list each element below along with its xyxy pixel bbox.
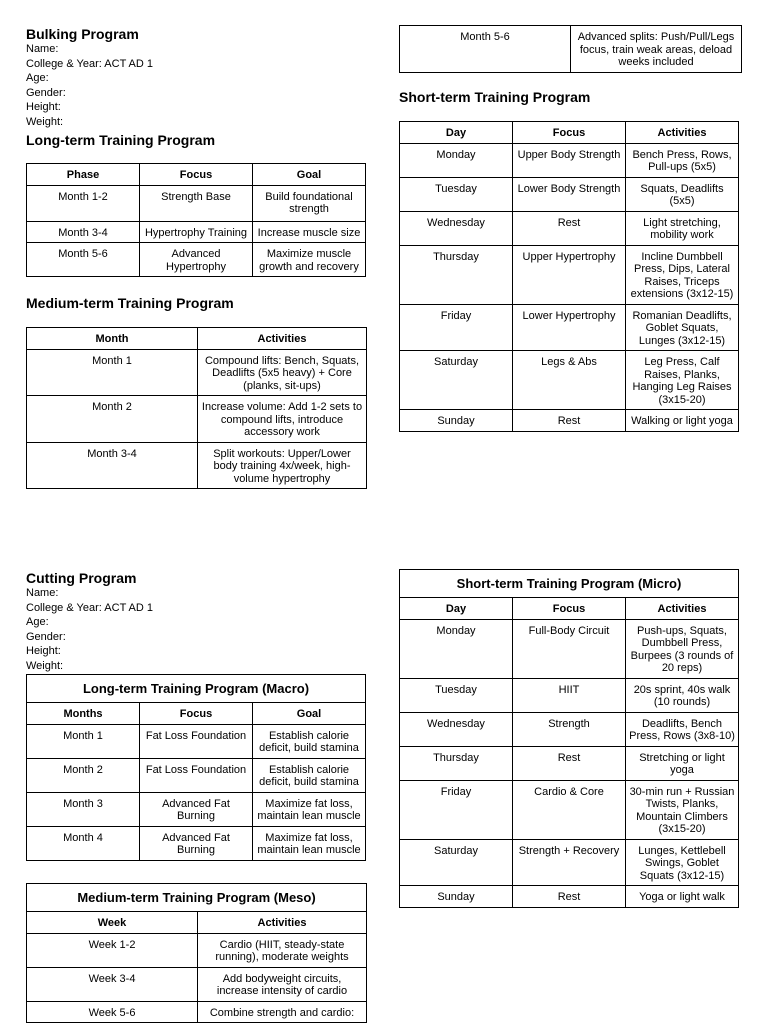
focus-cell: Strength Base xyxy=(140,185,253,221)
focus-cell: Cardio & Core xyxy=(513,780,626,839)
table-row xyxy=(27,221,366,243)
focus-cell: HIIT xyxy=(513,678,626,712)
macro-caption: Long-term Training Program (Macro) xyxy=(26,674,366,702)
micro-caption: Short-term Training Program (Micro) xyxy=(399,569,739,597)
table-row xyxy=(27,1001,367,1023)
phase-cell: Month 1-2 xyxy=(27,185,140,221)
long-term-table xyxy=(26,163,366,277)
activities-cell: Yoga or light walk xyxy=(626,886,739,908)
header-cell: Focus xyxy=(140,164,253,186)
activities-cell: Cardio (HIIT, steady-state running), moderate weights xyxy=(198,933,367,967)
header-cell: Month xyxy=(27,328,198,350)
activities-cell: Add bodyweight circuits, increase intensity of cardio xyxy=(198,967,367,1001)
goal-cell: Increase muscle size xyxy=(253,221,366,243)
table-row xyxy=(27,396,367,443)
activities-cell: Push-ups, Squats, Dumbbell Press, Burpees (3 rounds of 20 reps) xyxy=(626,619,739,678)
focus-cell: Rest xyxy=(513,211,626,245)
focus-cell: Fat Loss Foundation xyxy=(140,758,253,792)
focus-cell: Lower Body Strength xyxy=(513,177,626,211)
focus-cell: Upper Hypertrophy xyxy=(513,245,626,304)
activities-cell: Advanced splits: Push/Pull/Legs focus, train weak areas, deload weeks included xyxy=(571,26,742,73)
medium-term-heading: Medium-term Training Program xyxy=(26,295,234,311)
table-header-row xyxy=(400,122,739,144)
focus-cell: Lower Hypertrophy xyxy=(513,304,626,351)
info-weight: Weight: xyxy=(26,659,64,672)
goal-cell: Maximize muscle growth and recovery xyxy=(253,243,366,277)
table-row xyxy=(27,442,367,489)
table-row xyxy=(400,410,739,432)
short-term-table xyxy=(399,121,739,432)
focus-cell: Legs & Abs xyxy=(513,351,626,410)
day-cell: Saturday xyxy=(400,839,513,886)
micro-table xyxy=(399,569,739,908)
activities-cell: Walking or light yoga xyxy=(626,410,739,432)
activities-cell: Romanian Deadlifts, Goblet Squats, Lunges (3x12-15) xyxy=(626,304,739,351)
header-cell: Activities xyxy=(626,598,739,620)
table-row xyxy=(27,792,366,826)
header-cell: Activities xyxy=(626,122,739,144)
info-age: Age: xyxy=(26,72,49,84)
short-term-heading: Short-term Training Program xyxy=(399,89,591,105)
header-cell: Focus xyxy=(513,122,626,144)
info-weight: Weight: xyxy=(26,115,64,128)
focus-cell: Hypertrophy Training xyxy=(140,221,253,243)
focus-cell: Strength xyxy=(513,712,626,746)
table-row xyxy=(27,349,367,396)
info-name: Name: xyxy=(26,43,59,55)
phase-cell: Month 3-4 xyxy=(27,221,140,243)
focus-cell: Fat Loss Foundation xyxy=(140,724,253,758)
activities-cell: Lunges, Kettlebell Swings, Goblet Squats (3x12-15) xyxy=(626,839,739,886)
table-row xyxy=(400,351,739,410)
goal-cell: Establish calorie deficit, build stamina xyxy=(253,758,366,792)
header-cell: Focus xyxy=(513,598,626,620)
focus-cell: Rest xyxy=(513,746,626,780)
phase-cell: Month 5-6 xyxy=(27,243,140,277)
day-cell: Sunday xyxy=(400,886,513,908)
activities-cell: Squats, Deadlifts (5x5) xyxy=(626,177,739,211)
bulking-info xyxy=(26,42,153,129)
day-cell: Saturday xyxy=(400,351,513,410)
day-cell: Wednesday xyxy=(400,712,513,746)
day-cell: Friday xyxy=(400,780,513,839)
table-row xyxy=(400,304,739,351)
table-row xyxy=(27,933,367,967)
focus-cell: Full-Body Circuit xyxy=(513,619,626,678)
activities-cell: Compound lifts: Bench, Squats, Deadlifts (5x5 heavy) + Core (planks, sit-ups) xyxy=(198,349,367,396)
header-cell: Goal xyxy=(253,703,366,725)
day-cell: Thursday xyxy=(400,245,513,304)
info-college-year: College & Year: ACT AD 1 xyxy=(26,57,153,70)
table-header-row xyxy=(27,164,366,186)
header-cell: Activities xyxy=(198,912,367,934)
day-cell: Tuesday xyxy=(400,177,513,211)
activities-cell: Stretching or light yoga xyxy=(626,746,739,780)
table-row xyxy=(400,143,739,177)
focus-cell: Advanced Fat Burning xyxy=(140,826,253,860)
info-college-year: College & Year: ACT AD 1 xyxy=(26,601,153,614)
medium-term-table-continued xyxy=(399,25,742,73)
meso-table xyxy=(26,883,367,1023)
bulking-title: Bulking Program xyxy=(26,26,139,42)
header-cell: Months xyxy=(27,703,140,725)
table-row xyxy=(400,780,739,839)
table-row xyxy=(400,678,739,712)
week-cell: Week 3-4 xyxy=(27,967,198,1001)
month-cell: Month 2 xyxy=(27,758,140,792)
table-row xyxy=(400,211,739,245)
cutting-title: Cutting Program xyxy=(26,570,137,586)
header-cell: Week xyxy=(27,912,198,934)
day-cell: Thursday xyxy=(400,746,513,780)
long-term-heading: Long-term Training Program xyxy=(26,132,216,148)
table-row xyxy=(400,26,742,73)
macro-table xyxy=(26,674,366,861)
table-row xyxy=(27,185,366,221)
month-cell: Month 2 xyxy=(27,396,198,443)
header-cell: Focus xyxy=(140,703,253,725)
header-cell: Goal xyxy=(253,164,366,186)
table-row xyxy=(400,712,739,746)
activities-cell: Combine strength and cardio: xyxy=(198,1001,367,1023)
month-cell: Month 1 xyxy=(27,349,198,396)
goal-cell: Maximize fat loss, maintain lean muscle xyxy=(253,792,366,826)
table-row xyxy=(400,245,739,304)
header-cell: Phase xyxy=(27,164,140,186)
table-row xyxy=(400,177,739,211)
day-cell: Monday xyxy=(400,619,513,678)
activities-cell: Increase volume: Add 1-2 sets to compound lifts, introduce accessory work xyxy=(198,396,367,443)
week-cell: Week 5-6 xyxy=(27,1001,198,1023)
table-row xyxy=(27,967,367,1001)
focus-cell: Rest xyxy=(513,410,626,432)
meso-caption: Medium-term Training Program (Meso) xyxy=(26,883,367,911)
activities-cell: 20s sprint, 40s walk (10 rounds) xyxy=(626,678,739,712)
month-cell: Month 5-6 xyxy=(400,26,571,73)
table-row xyxy=(400,619,739,678)
table-header-row xyxy=(27,703,366,725)
focus-cell: Advanced Fat Burning xyxy=(140,792,253,826)
header-cell: Day xyxy=(400,598,513,620)
activities-cell: 30-min run + Russian Twists, Planks, Mountain Climbers (3x15-20) xyxy=(626,780,739,839)
table-row xyxy=(27,724,366,758)
focus-cell: Upper Body Strength xyxy=(513,143,626,177)
table-row xyxy=(27,758,366,792)
header-cell: Day xyxy=(400,122,513,144)
info-height: Height: xyxy=(26,645,61,657)
table-row xyxy=(400,746,739,780)
table-row xyxy=(400,886,739,908)
activities-cell: Bench Press, Rows, Pull-ups (5x5) xyxy=(626,143,739,177)
info-name: Name: xyxy=(26,587,59,599)
week-cell: Week 1-2 xyxy=(27,933,198,967)
day-cell: Sunday xyxy=(400,410,513,432)
info-height: Height: xyxy=(26,101,61,113)
day-cell: Tuesday xyxy=(400,678,513,712)
day-cell: Wednesday xyxy=(400,211,513,245)
activities-cell: Leg Press, Calf Raises, Planks, Hanging Leg Raises (3x15-20) xyxy=(626,351,739,410)
day-cell: Monday xyxy=(400,143,513,177)
month-cell: Month 1 xyxy=(27,724,140,758)
focus-cell: Advanced Hypertrophy xyxy=(140,243,253,277)
goal-cell: Build foundational strength xyxy=(253,185,366,221)
month-cell: Month 3 xyxy=(27,792,140,826)
activities-cell: Incline Dumbbell Press, Dips, Lateral Raises, Triceps extensions (3x12-15) xyxy=(626,245,739,304)
info-gender: Gender: xyxy=(26,630,66,643)
table-header-row xyxy=(27,328,367,350)
cutting-info xyxy=(26,586,153,673)
goal-cell: Maximize fat loss, maintain lean muscle xyxy=(253,826,366,860)
activities-cell: Deadlifts, Bench Press, Rows (3x8-10) xyxy=(626,712,739,746)
focus-cell: Rest xyxy=(513,886,626,908)
month-cell: Month 3-4 xyxy=(27,442,198,489)
month-cell: Month 4 xyxy=(27,826,140,860)
activities-cell: Light stretching, mobility work xyxy=(626,211,739,245)
table-row xyxy=(400,839,739,886)
info-age: Age: xyxy=(26,616,49,628)
table-row xyxy=(27,243,366,277)
day-cell: Friday xyxy=(400,304,513,351)
table-header-row xyxy=(27,912,367,934)
table-row xyxy=(27,826,366,860)
focus-cell: Strength + Recovery xyxy=(513,839,626,886)
table-header-row xyxy=(400,598,739,620)
medium-term-table xyxy=(26,327,367,489)
goal-cell: Establish calorie deficit, build stamina xyxy=(253,724,366,758)
header-cell: Activities xyxy=(198,328,367,350)
activities-cell: Split workouts: Upper/Lower body training 4x/week, high-volume hypertrophy xyxy=(198,442,367,489)
info-gender: Gender: xyxy=(26,86,66,99)
